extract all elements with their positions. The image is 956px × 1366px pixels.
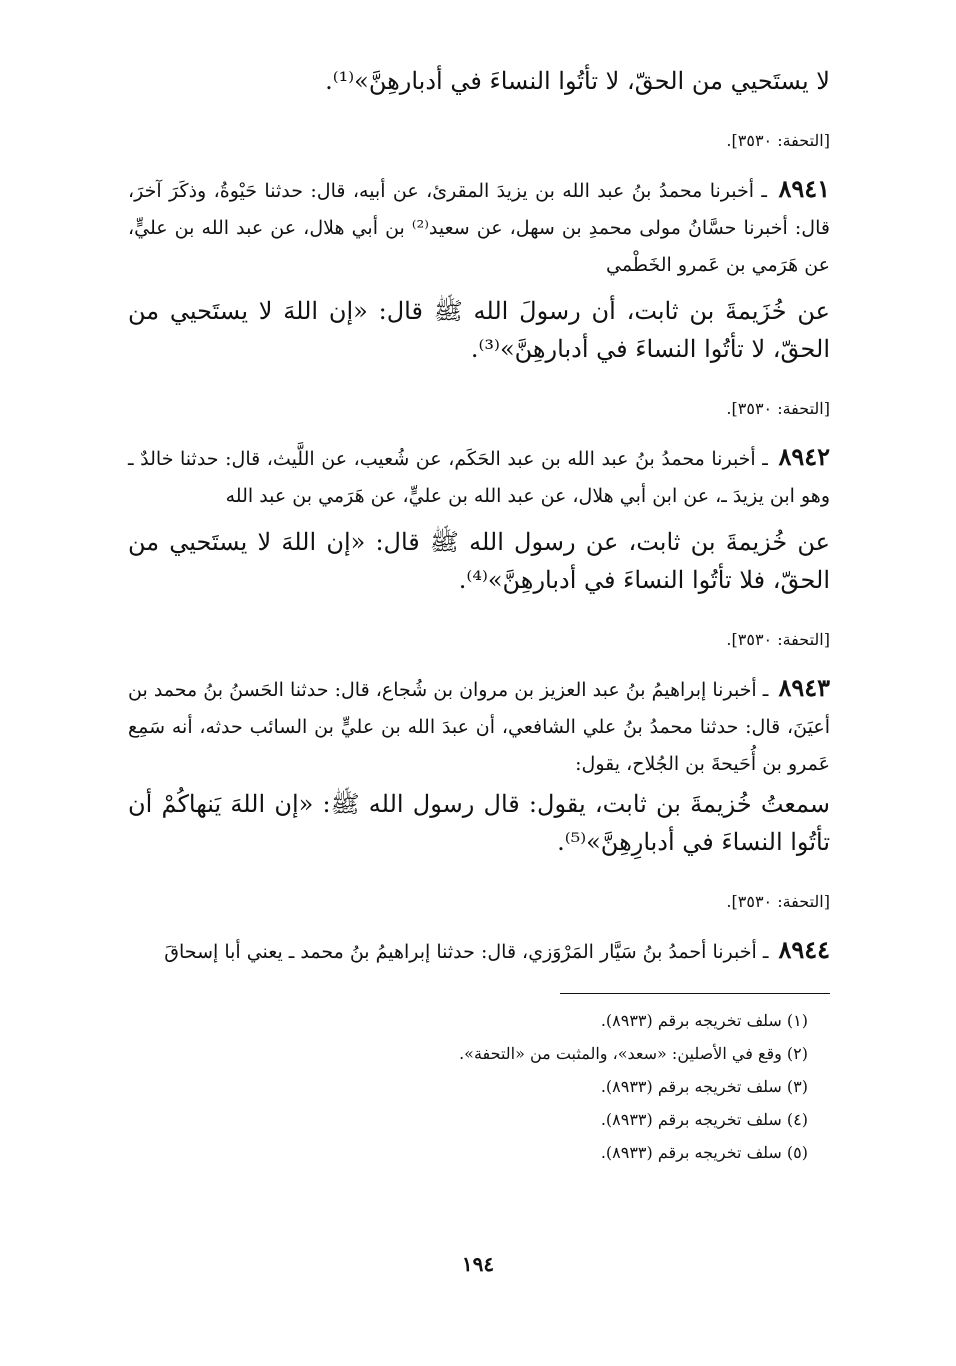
hadith-tuhfa-reference: [التحفة: ٣٥٣٠]. [726,399,830,418]
hadith-8944 [128,931,830,971]
hadith-isnad-text: ـ أخبرنا محمدُ بنُ عبد الله بن عبد الحَكَم، عن شُعيب، عن اللَّيث، قال: حدثنا خالدٌ ـ وهو ابن يزيدَ ـ، عن ابن أبي هلال، عن عبد الله بن عليٍّ، عن هَرَمي بن عبد الله [128,448,830,507]
hadith-8941 [128,170,830,420]
footnote: (٣) سلف تخريجه برقم (٨٩٣٣). [600,1077,808,1096]
footnote: (١) سلف تخريجه برقم (٨٩٣٣). [600,1011,808,1030]
hadith-isnad [128,931,830,971]
footnotes [128,1004,830,1169]
hadith-isnad-text: ـ أخبرنا أحمدُ بنُ سَيَّار المَرْوَزي، قال: حدثنا إبراهيمُ بنُ محمد ـ يعني أبا إسحاقَ [164,941,769,963]
footnote: (٢) وقع في الأصلين: «سعد»، والمثبت من «التحفة». [459,1044,808,1063]
hadith-matn: عن خُزَيمةَ بن ثابت، أن رسولَ الله ﷺ قال: «إن اللهَ لا يستَحيي من الحقّ، لا تأتُوا النساءَ في أدبارهِنَّ»⁽³⁾. [128,297,830,363]
footnote: (٤) سلف تخريجه برقم (٨٩٣٣). [600,1110,808,1129]
hadith-matn: عن خُزيمةَ بن ثابت، عن رسول الله ﷺ قال: «إن اللهَ لا يستَحيي من الحقّ، فلا تأتُوا النساءَ في أدبارهِنَّ»⁽⁴⁾. [128,528,830,594]
footnote-separator [560,993,830,994]
hadith-isnad-text: ـ أخبرنا محمدُ بنُ عبد الله بن يزيدَ المقرئ، عن أبيه، قال: حدثنا حَيْوةُ، وذكَرَ آخرَ، قال: أخبرنا حسَّانُ مولى محمدِ بن سهل، عن سعيد⁽²⁾ بن أبي هلال، عن عبد الله بن عليٍّ، عن هَرَمي بن عَمرو الخَطْمي [128,180,830,276]
hadith-number: ٨٩٤٢ [778,442,831,471]
hadith-isnad [128,669,830,783]
hadith-8943 [128,669,830,913]
hadith-isnad-text: ـ أخبرنا إبراهيمُ بنُ عبد العزيز بن مروان بن شُجاع، قال: حدثنا الحَسنُ بنُ محمد بن أعيَنَ، قال: حدثنا محمدُ بنُ علي الشافعي، أن عبدَ الله بن عليٍّ بن السائب حدثه، أنه سَمِع عَمرو بن أُحَيحةَ بن الجُلاح، يقول: [128,679,830,775]
hadith-number: ٨٩٤١ [778,174,830,203]
opening-matn: لا يستَحيي من الحقّ، لا تأتُوا النساءَ في أدبارهِنَّ»⁽¹⁾. [325,67,830,95]
hadith-isnad [128,438,830,515]
footnote: (٥) سلف تخريجه برقم (٨٩٣٣). [600,1143,808,1162]
hadith-number: ٨٩٤٤ [778,935,830,964]
hadith-matn: سمعتُ خُزيمةَ بن ثابت، يقول: قال رسول الله ﷺ: «إن اللهَ يَنهاكُمْ أن تأتُوا النساءَ في أدبارِهِنَّ»⁽⁵⁾. [128,790,830,856]
hadith-tuhfa-reference: [التحفة: ٣٥٣٠]. [726,892,830,911]
hadith-tuhfa-reference: [التحفة: ٣٥٣٠]. [726,630,830,649]
hadith-8942 [128,438,830,651]
opening-tuhfa-reference: [التحفة: ٣٥٣٠]. [726,131,830,150]
hadith-number: ٨٩٤٣ [778,673,830,702]
hadith-isnad [128,170,830,284]
page-number: ١٩٤ [461,1252,495,1276]
